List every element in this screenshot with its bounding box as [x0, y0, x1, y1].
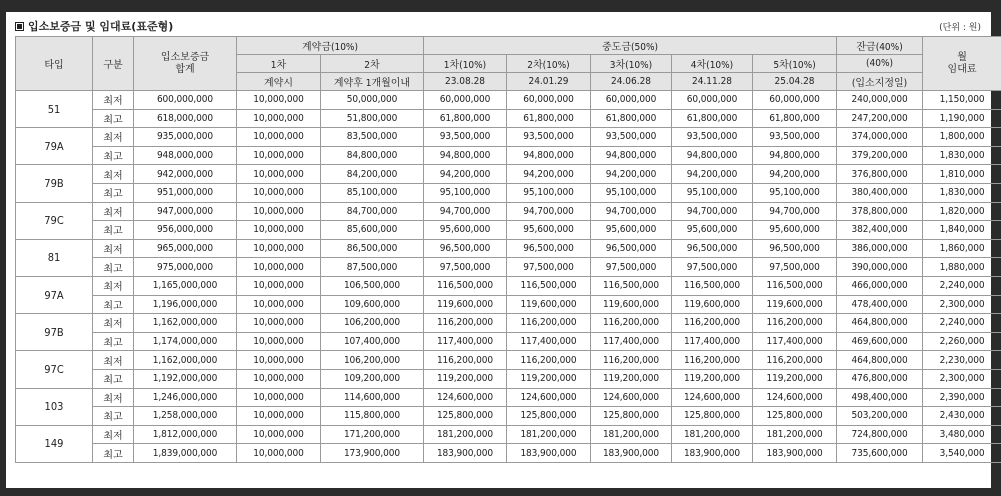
- rent-cell: 1,880,000: [923, 258, 1001, 277]
- rent-cell: 1,860,000: [923, 239, 1001, 258]
- interim-5-cell: 95,600,000: [753, 221, 837, 240]
- table-row: [16, 128, 1001, 147]
- table-row: [16, 407, 1001, 426]
- division-cell: 최저: [93, 165, 134, 184]
- interim-4-cell: 181,200,000: [672, 425, 753, 444]
- interim-3-cell: 119,600,000: [591, 295, 672, 314]
- interim-2-cell: 124,600,000: [507, 388, 591, 407]
- balance-cell: 469,600,000: [837, 332, 923, 351]
- table-row: [16, 202, 1001, 221]
- interim-3-cell: 96,500,000: [591, 239, 672, 258]
- interim-4-cell: 183,900,000: [672, 444, 753, 463]
- rent-cell: 1,800,000: [923, 128, 1001, 147]
- document-title: [15, 18, 173, 34]
- contract-2-cell: 173,900,000: [321, 444, 424, 463]
- contract-2-cell: 106,200,000: [321, 351, 424, 370]
- contract-1-cell: 10,000,000: [237, 91, 321, 110]
- interim-4-cell: 94,800,000: [672, 146, 753, 165]
- header-interim-2: 2차(10%): [507, 55, 591, 73]
- interim-4-cell: 61,800,000: [672, 109, 753, 128]
- interim-3-cell: 61,800,000: [591, 109, 672, 128]
- interim-3-cell: 60,000,000: [591, 91, 672, 110]
- balance-cell: 378,800,000: [837, 202, 923, 221]
- interim-4-cell: 119,200,000: [672, 369, 753, 388]
- type-cell: 103: [16, 388, 93, 425]
- type-cell: 97B: [16, 314, 93, 351]
- interim-5-cell: 183,900,000: [753, 444, 837, 463]
- balance-cell: 380,400,000: [837, 183, 923, 202]
- rent-cell: 2,240,000: [923, 276, 1001, 295]
- interim-4-cell: 95,100,000: [672, 183, 753, 202]
- interim-3-cell: 117,400,000: [591, 332, 672, 351]
- contract-2-cell: 84,700,000: [321, 202, 424, 221]
- contract-2-cell: 84,800,000: [321, 146, 424, 165]
- interim-4-cell: 124,600,000: [672, 388, 753, 407]
- interim-5-cell: 116,200,000: [753, 314, 837, 333]
- contract-2-cell: 171,200,000: [321, 425, 424, 444]
- deposit-total-cell: 600,000,000: [134, 91, 237, 110]
- table-row: [16, 314, 1001, 333]
- type-cell: 79A: [16, 128, 93, 165]
- header-interim-4-date: 24.11.28: [672, 73, 753, 91]
- header-contract-1: 1차: [237, 55, 321, 73]
- rent-cell: 1,190,000: [923, 109, 1001, 128]
- contract-1-cell: 10,000,000: [237, 407, 321, 426]
- table-row: [16, 239, 1001, 258]
- rent-cell: 1,830,000: [923, 146, 1001, 165]
- type-cell: 51: [16, 91, 93, 128]
- interim-5-cell: 94,200,000: [753, 165, 837, 184]
- balance-cell: 476,800,000: [837, 369, 923, 388]
- interim-5-cell: 119,600,000: [753, 295, 837, 314]
- interim-4-cell: 97,500,000: [672, 258, 753, 277]
- table-row: [16, 109, 1001, 128]
- division-cell: 최저: [93, 314, 134, 333]
- deposit-total-cell: 947,000,000: [134, 202, 237, 221]
- interim-1-cell: 97,500,000: [424, 258, 507, 277]
- interim-5-cell: 93,500,000: [753, 128, 837, 147]
- balance-cell: 478,400,000: [837, 295, 923, 314]
- division-cell: 최고: [93, 407, 134, 426]
- interim-3-cell: 116,200,000: [591, 351, 672, 370]
- interim-3-cell: 94,700,000: [591, 202, 672, 221]
- square-bullet-icon: [15, 22, 24, 31]
- table-row: [16, 332, 1001, 351]
- header-contract: 계약금(10%): [237, 37, 424, 55]
- interim-5-cell: 61,800,000: [753, 109, 837, 128]
- division-cell: 최저: [93, 239, 134, 258]
- contract-1-cell: 10,000,000: [237, 295, 321, 314]
- rent-cell: 2,300,000: [923, 369, 1001, 388]
- header-interim-3: 3차(10%): [591, 55, 672, 73]
- interim-3-cell: 94,800,000: [591, 146, 672, 165]
- interim-1-cell: 94,200,000: [424, 165, 507, 184]
- contract-2-cell: 50,000,000: [321, 91, 424, 110]
- contract-1-cell: 10,000,000: [237, 239, 321, 258]
- type-cell: 81: [16, 239, 93, 276]
- contract-2-cell: 85,600,000: [321, 221, 424, 240]
- rent-cell: 2,260,000: [923, 332, 1001, 351]
- type-cell: 149: [16, 425, 93, 462]
- contract-2-cell: 85,100,000: [321, 183, 424, 202]
- interim-2-cell: 183,900,000: [507, 444, 591, 463]
- deposit-total-cell: 1,162,000,000: [134, 351, 237, 370]
- contract-1-cell: 10,000,000: [237, 221, 321, 240]
- interim-4-cell: 116,500,000: [672, 276, 753, 295]
- header-contract-2: 2차: [321, 55, 424, 73]
- contract-1-cell: 10,000,000: [237, 425, 321, 444]
- balance-cell: 247,200,000: [837, 109, 923, 128]
- header-contract-2-when: 계약후 1개월이내: [321, 73, 424, 91]
- contract-1-cell: 10,000,000: [237, 128, 321, 147]
- interim-3-cell: 94,200,000: [591, 165, 672, 184]
- contract-1-cell: 10,000,000: [237, 332, 321, 351]
- interim-2-cell: 60,000,000: [507, 91, 591, 110]
- interim-4-cell: 119,600,000: [672, 295, 753, 314]
- contract-2-cell: 107,400,000: [321, 332, 424, 351]
- table-row: [16, 444, 1001, 463]
- contract-2-cell: 109,600,000: [321, 295, 424, 314]
- balance-cell: 386,000,000: [837, 239, 923, 258]
- interim-4-cell: 116,200,000: [672, 351, 753, 370]
- balance-cell: 390,000,000: [837, 258, 923, 277]
- contract-1-cell: 10,000,000: [237, 165, 321, 184]
- interim-3-cell: 181,200,000: [591, 425, 672, 444]
- interim-2-cell: 96,500,000: [507, 239, 591, 258]
- interim-1-cell: 93,500,000: [424, 128, 507, 147]
- division-cell: 최고: [93, 109, 134, 128]
- interim-1-cell: 60,000,000: [424, 91, 507, 110]
- contract-1-cell: 10,000,000: [237, 276, 321, 295]
- table-row: [16, 221, 1001, 240]
- balance-cell: 374,000,000: [837, 128, 923, 147]
- division-cell: 최저: [93, 425, 134, 444]
- document-sheet: [6, 12, 991, 488]
- contract-2-cell: 106,200,000: [321, 314, 424, 333]
- table-row: [16, 351, 1001, 370]
- interim-1-cell: 181,200,000: [424, 425, 507, 444]
- interim-3-cell: 183,900,000: [591, 444, 672, 463]
- type-cell: 79B: [16, 165, 93, 202]
- header-rent-line1: 월: [957, 51, 967, 63]
- deposit-rent-table: [15, 36, 1001, 463]
- interim-2-cell: 119,600,000: [507, 295, 591, 314]
- deposit-total-cell: 956,000,000: [134, 221, 237, 240]
- contract-2-cell: 86,500,000: [321, 239, 424, 258]
- header-balance-pct: (40%): [837, 55, 923, 73]
- interim-2-cell: 95,100,000: [507, 183, 591, 202]
- deposit-total-cell: 948,000,000: [134, 146, 237, 165]
- table-row: [16, 165, 1001, 184]
- division-cell: 최저: [93, 276, 134, 295]
- rent-cell: 2,240,000: [923, 314, 1001, 333]
- contract-1-cell: 10,000,000: [237, 183, 321, 202]
- header-deposit-total: [134, 37, 237, 91]
- interim-5-cell: 94,700,000: [753, 202, 837, 221]
- interim-4-cell: 96,500,000: [672, 239, 753, 258]
- interim-1-cell: 124,600,000: [424, 388, 507, 407]
- division-cell: 최고: [93, 221, 134, 240]
- interim-3-cell: 125,800,000: [591, 407, 672, 426]
- rent-cell: 1,810,000: [923, 165, 1001, 184]
- interim-2-cell: 95,600,000: [507, 221, 591, 240]
- interim-4-cell: 125,800,000: [672, 407, 753, 426]
- interim-3-cell: 116,500,000: [591, 276, 672, 295]
- interim-4-cell: 60,000,000: [672, 91, 753, 110]
- interim-1-cell: 125,800,000: [424, 407, 507, 426]
- contract-2-cell: 114,600,000: [321, 388, 424, 407]
- interim-4-cell: 94,200,000: [672, 165, 753, 184]
- rent-cell: 2,390,000: [923, 388, 1001, 407]
- deposit-total-cell: 1,192,000,000: [134, 369, 237, 388]
- contract-2-cell: 83,500,000: [321, 128, 424, 147]
- header-interim-5-date: 25.04.28: [753, 73, 837, 91]
- balance-cell: 498,400,000: [837, 388, 923, 407]
- division-cell: 최저: [93, 202, 134, 221]
- contract-1-cell: 10,000,000: [237, 314, 321, 333]
- interim-2-cell: 94,800,000: [507, 146, 591, 165]
- interim-3-cell: 97,500,000: [591, 258, 672, 277]
- table-header: [16, 37, 1001, 91]
- deposit-total-cell: 1,839,000,000: [134, 444, 237, 463]
- division-cell: 최고: [93, 295, 134, 314]
- interim-1-cell: 119,600,000: [424, 295, 507, 314]
- interim-2-cell: 94,700,000: [507, 202, 591, 221]
- interim-1-cell: 116,500,000: [424, 276, 507, 295]
- contract-2-cell: 115,800,000: [321, 407, 424, 426]
- deposit-total-cell: 935,000,000: [134, 128, 237, 147]
- interim-1-cell: 116,200,000: [424, 314, 507, 333]
- header-deposit-line2: 합계: [175, 63, 195, 75]
- table-row: [16, 183, 1001, 202]
- interim-4-cell: 116,200,000: [672, 314, 753, 333]
- interim-5-cell: 97,500,000: [753, 258, 837, 277]
- header-contract-1-when: 계약시: [237, 73, 321, 91]
- header-interim-4: 4차(10%): [672, 55, 753, 73]
- interim-1-cell: 61,800,000: [424, 109, 507, 128]
- header-type: 타입: [16, 37, 93, 91]
- header-deposit-line1: 입소보증금: [160, 51, 210, 63]
- unit-note: (단위 : 원): [939, 23, 981, 33]
- balance-cell: 376,800,000: [837, 165, 923, 184]
- header-interim-5: 5차(10%): [753, 55, 837, 73]
- interim-5-cell: 116,500,000: [753, 276, 837, 295]
- header-rent-line2: 임대료: [947, 63, 977, 75]
- contract-1-cell: 10,000,000: [237, 146, 321, 165]
- deposit-total-cell: 1,165,000,000: [134, 276, 237, 295]
- interim-5-cell: 119,200,000: [753, 369, 837, 388]
- table-row: [16, 425, 1001, 444]
- interim-3-cell: 116,200,000: [591, 314, 672, 333]
- balance-cell: 724,800,000: [837, 425, 923, 444]
- interim-2-cell: 94,200,000: [507, 165, 591, 184]
- header-rent: [923, 37, 1001, 91]
- division-cell: 최고: [93, 258, 134, 277]
- contract-2-cell: 51,800,000: [321, 109, 424, 128]
- type-cell: 79C: [16, 202, 93, 239]
- interim-2-cell: 116,200,000: [507, 314, 591, 333]
- contract-2-cell: 109,200,000: [321, 369, 424, 388]
- interim-1-cell: 94,800,000: [424, 146, 507, 165]
- interim-2-cell: 61,800,000: [507, 109, 591, 128]
- interim-5-cell: 117,400,000: [753, 332, 837, 351]
- header-division: 구분: [93, 37, 134, 91]
- table-row: [16, 276, 1001, 295]
- interim-2-cell: 125,800,000: [507, 407, 591, 426]
- deposit-total-cell: 965,000,000: [134, 239, 237, 258]
- table-row: [16, 91, 1001, 110]
- interim-1-cell: 119,200,000: [424, 369, 507, 388]
- contract-2-cell: 106,500,000: [321, 276, 424, 295]
- title-text: 입소보증금 및 임대료(표준형): [28, 20, 174, 33]
- balance-cell: 464,800,000: [837, 351, 923, 370]
- interim-3-cell: 93,500,000: [591, 128, 672, 147]
- interim-1-cell: 96,500,000: [424, 239, 507, 258]
- interim-4-cell: 94,700,000: [672, 202, 753, 221]
- deposit-total-cell: 975,000,000: [134, 258, 237, 277]
- deposit-total-cell: 1,246,000,000: [134, 388, 237, 407]
- contract-1-cell: 10,000,000: [237, 351, 321, 370]
- interim-3-cell: 95,600,000: [591, 221, 672, 240]
- contract-1-cell: 10,000,000: [237, 369, 321, 388]
- type-cell: 97C: [16, 351, 93, 388]
- rent-cell: 3,540,000: [923, 444, 1001, 463]
- table-row: [16, 258, 1001, 277]
- interim-5-cell: 124,600,000: [753, 388, 837, 407]
- division-cell: 최고: [93, 369, 134, 388]
- interim-4-cell: 117,400,000: [672, 332, 753, 351]
- rent-cell: 2,430,000: [923, 407, 1001, 426]
- header-balance-when: (입소지정일): [837, 73, 923, 91]
- interim-2-cell: 117,400,000: [507, 332, 591, 351]
- deposit-total-cell: 618,000,000: [134, 109, 237, 128]
- contract-1-cell: 10,000,000: [237, 202, 321, 221]
- division-cell: 최저: [93, 91, 134, 110]
- interim-2-cell: 116,500,000: [507, 276, 591, 295]
- interim-5-cell: 94,800,000: [753, 146, 837, 165]
- table-body: [16, 91, 1001, 463]
- division-cell: 최고: [93, 444, 134, 463]
- interim-3-cell: 124,600,000: [591, 388, 672, 407]
- interim-2-cell: 93,500,000: [507, 128, 591, 147]
- division-cell: 최고: [93, 183, 134, 202]
- balance-cell: 240,000,000: [837, 91, 923, 110]
- rent-cell: 1,820,000: [923, 202, 1001, 221]
- deposit-total-cell: 1,196,000,000: [134, 295, 237, 314]
- contract-2-cell: 84,200,000: [321, 165, 424, 184]
- deposit-total-cell: 942,000,000: [134, 165, 237, 184]
- rent-cell: 1,150,000: [923, 91, 1001, 110]
- contract-2-cell: 87,500,000: [321, 258, 424, 277]
- division-cell: 최고: [93, 146, 134, 165]
- deposit-total-cell: 1,162,000,000: [134, 314, 237, 333]
- interim-1-cell: 95,600,000: [424, 221, 507, 240]
- deposit-total-cell: 1,258,000,000: [134, 407, 237, 426]
- header-interim-3-date: 24.06.28: [591, 73, 672, 91]
- interim-4-cell: 95,600,000: [672, 221, 753, 240]
- rent-cell: 2,230,000: [923, 351, 1001, 370]
- interim-5-cell: 95,100,000: [753, 183, 837, 202]
- table-row: [16, 146, 1001, 165]
- balance-cell: 464,800,000: [837, 314, 923, 333]
- interim-5-cell: 60,000,000: [753, 91, 837, 110]
- interim-3-cell: 119,200,000: [591, 369, 672, 388]
- deposit-total-cell: 951,000,000: [134, 183, 237, 202]
- header-interim-2-date: 24.01.29: [507, 73, 591, 91]
- interim-1-cell: 116,200,000: [424, 351, 507, 370]
- table-row: [16, 295, 1001, 314]
- interim-5-cell: 116,200,000: [753, 351, 837, 370]
- header-interim-1: 1차(10%): [424, 55, 507, 73]
- contract-1-cell: 10,000,000: [237, 109, 321, 128]
- balance-cell: 503,200,000: [837, 407, 923, 426]
- interim-1-cell: 95,100,000: [424, 183, 507, 202]
- rent-cell: 1,840,000: [923, 221, 1001, 240]
- interim-3-cell: 95,100,000: [591, 183, 672, 202]
- contract-1-cell: 10,000,000: [237, 388, 321, 407]
- rent-cell: 3,480,000: [923, 425, 1001, 444]
- contract-1-cell: 10,000,000: [237, 258, 321, 277]
- interim-1-cell: 94,700,000: [424, 202, 507, 221]
- interim-1-cell: 183,900,000: [424, 444, 507, 463]
- interim-2-cell: 181,200,000: [507, 425, 591, 444]
- division-cell: 최저: [93, 128, 134, 147]
- balance-cell: 382,400,000: [837, 221, 923, 240]
- division-cell: 최저: [93, 351, 134, 370]
- interim-5-cell: 125,800,000: [753, 407, 837, 426]
- interim-2-cell: 97,500,000: [507, 258, 591, 277]
- deposit-total-cell: 1,812,000,000: [134, 425, 237, 444]
- rent-cell: 2,300,000: [923, 295, 1001, 314]
- interim-2-cell: 116,200,000: [507, 351, 591, 370]
- deposit-total-cell: 1,174,000,000: [134, 332, 237, 351]
- balance-cell: 466,000,000: [837, 276, 923, 295]
- header-interim-1-date: 23.08.28: [424, 73, 507, 91]
- interim-5-cell: 96,500,000: [753, 239, 837, 258]
- interim-5-cell: 181,200,000: [753, 425, 837, 444]
- rent-cell: 1,830,000: [923, 183, 1001, 202]
- interim-1-cell: 117,400,000: [424, 332, 507, 351]
- interim-2-cell: 119,200,000: [507, 369, 591, 388]
- header-interim: 중도금(50%): [424, 37, 837, 55]
- interim-4-cell: 93,500,000: [672, 128, 753, 147]
- table-row: [16, 388, 1001, 407]
- type-cell: 97A: [16, 276, 93, 313]
- balance-cell: 379,200,000: [837, 146, 923, 165]
- header-balance: 잔금(40%): [837, 37, 923, 55]
- division-cell: 최고: [93, 332, 134, 351]
- balance-cell: 735,600,000: [837, 444, 923, 463]
- contract-1-cell: 10,000,000: [237, 444, 321, 463]
- division-cell: 최저: [93, 388, 134, 407]
- table-row: [16, 369, 1001, 388]
